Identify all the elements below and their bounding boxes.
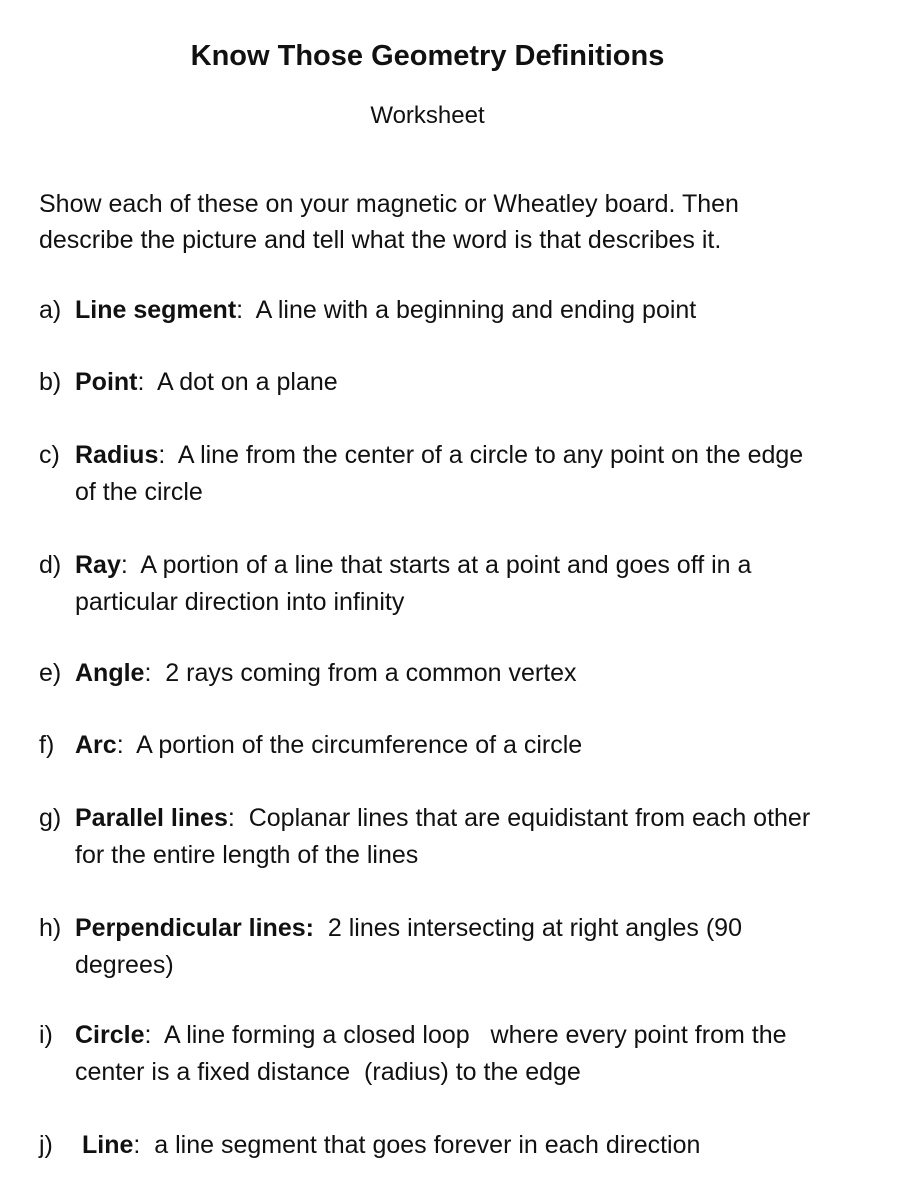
- definition-item-radius: [39, 437, 889, 511]
- item-body: [82, 1127, 889, 1164]
- item-body: [75, 1017, 889, 1054]
- item-definition-continued: center is a fixed distance (radius) to the edge: [75, 1058, 581, 1086]
- item-definition-continued: degrees): [75, 951, 174, 979]
- item-body: [75, 292, 889, 329]
- page-subtitle: Worksheet: [370, 102, 485, 129]
- item-marker: f): [39, 731, 55, 759]
- item-definition: A line from the center of a circle to any point on the edge: [165, 441, 804, 469]
- item-definition-continued: for the entire length of the lines: [75, 841, 419, 869]
- item-definition: A dot on a plane: [144, 368, 338, 396]
- item-term: Line: [82, 1131, 134, 1159]
- definition-item-parallel-lines: [39, 800, 889, 874]
- item-term: Point: [75, 368, 138, 396]
- item-marker: b): [39, 368, 62, 396]
- item-term: Ray: [75, 551, 121, 579]
- item-term: Line segment: [75, 296, 237, 324]
- item-term: Perpendicular lines:: [75, 914, 314, 942]
- definition-item-line: [39, 1127, 889, 1164]
- instructions-line-2: describe the picture and tell what the word is that describes it.: [39, 226, 722, 254]
- item-definition-continued: of the circle: [75, 478, 203, 506]
- instructions: [39, 186, 839, 258]
- item-term: Circle: [75, 1021, 145, 1049]
- item-definition: A portion of a line that starts at a point and goes off in a: [127, 551, 752, 579]
- item-body: [75, 547, 889, 584]
- definition-item-point: [39, 364, 889, 401]
- item-marker: h): [39, 914, 62, 942]
- definition-item-perpendicular-lines: [39, 910, 889, 984]
- item-body: [75, 800, 889, 837]
- definition-item-angle: [39, 655, 889, 692]
- item-separator: :: [236, 296, 244, 324]
- item-separator: :: [116, 731, 124, 759]
- item-definition-continued: particular direction into infinity: [75, 588, 405, 616]
- item-marker: e): [39, 659, 62, 687]
- item-separator: :: [227, 804, 235, 832]
- item-definition: Coplanar lines that are equidistant from each other: [234, 804, 811, 832]
- definition-item-arc: [39, 727, 889, 764]
- item-marker: a): [39, 296, 62, 324]
- item-definition: A line with a beginning and ending point: [243, 296, 697, 324]
- item-definition: A portion of the circumference of a circle: [123, 731, 583, 759]
- item-body: [75, 910, 889, 947]
- definition-item-line-segment: [39, 292, 889, 329]
- item-marker: c): [39, 441, 60, 469]
- item-separator: :: [144, 1021, 152, 1049]
- item-marker: g): [39, 804, 62, 832]
- item-marker: i): [39, 1021, 53, 1049]
- item-separator: :: [137, 368, 145, 396]
- item-separator: :: [133, 1131, 141, 1159]
- item-term: Parallel lines: [75, 804, 228, 832]
- item-body: [75, 437, 889, 474]
- definition-item-ray: [39, 547, 889, 621]
- item-separator: :: [158, 441, 166, 469]
- item-definition: A line forming a closed loop where every point from the: [151, 1021, 787, 1049]
- instructions-line-1: Show each of these on your magnetic or Wheatley board. Then: [39, 190, 739, 218]
- page-title: Know Those Geometry Definitions: [190, 40, 665, 72]
- item-body: [75, 655, 889, 692]
- item-body: [75, 727, 889, 764]
- item-term: Radius: [75, 441, 159, 469]
- item-definition: 2 rays coming from a common vertex: [151, 659, 577, 687]
- item-term: Angle: [75, 659, 145, 687]
- item-definition: a line segment that goes forever in each direction: [140, 1131, 701, 1159]
- item-separator: :: [120, 551, 128, 579]
- item-term: Arc: [75, 731, 117, 759]
- item-separator: :: [144, 659, 152, 687]
- item-marker: d): [39, 551, 62, 579]
- item-marker: j): [39, 1131, 53, 1159]
- item-definition: 2 lines intersecting at right angles (90: [313, 914, 742, 942]
- item-body: [75, 364, 889, 401]
- definition-item-circle: [39, 1017, 889, 1091]
